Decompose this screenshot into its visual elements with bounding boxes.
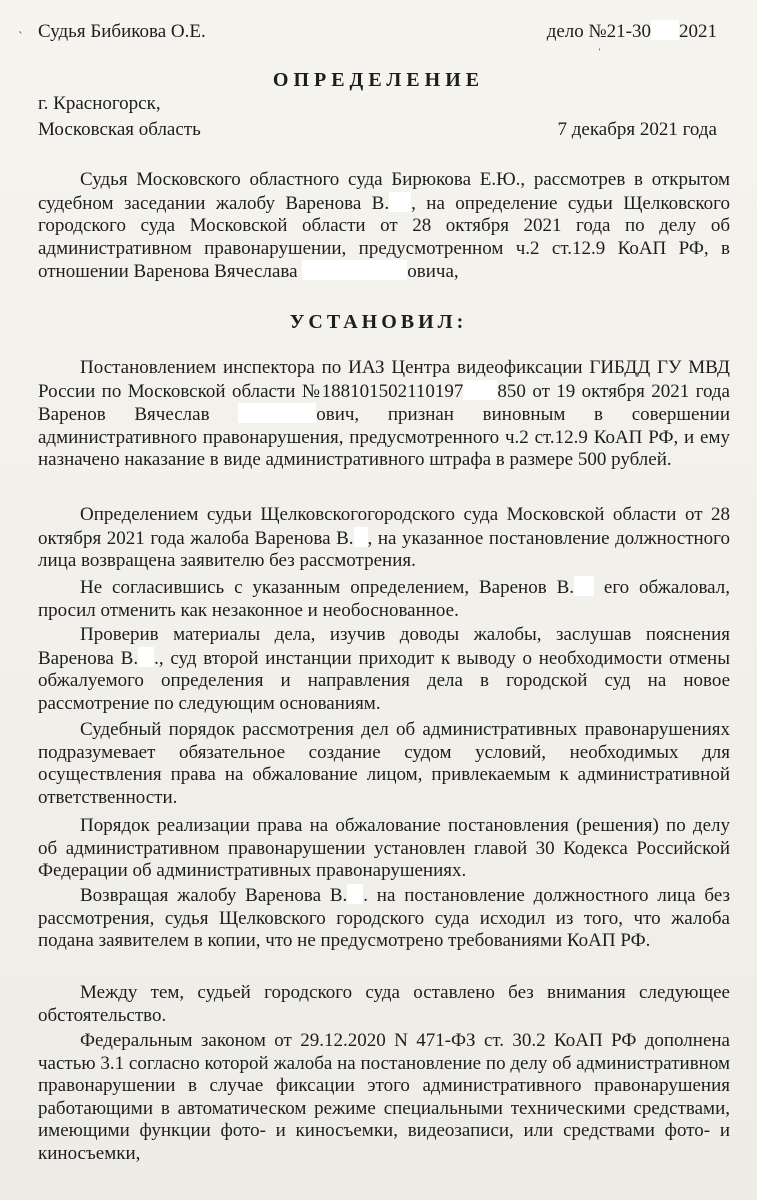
text: . на постановление должностного лица без рассмотрения, судья Щелковского городского суда исходил из того, что жалоба подана заявителем в копии, что не предусмотрено требованиями КоАП РФ. — [38, 885, 730, 952]
redaction-box — [238, 403, 316, 423]
body-paragraph-3 — [38, 576, 730, 622]
redaction-box — [389, 192, 411, 212]
redaction-box — [138, 647, 154, 667]
redaction-box — [347, 884, 363, 904]
region: Московская область — [38, 119, 201, 140]
speck-mark: ˈ — [597, 47, 602, 62]
speck-mark: ˋ — [18, 30, 23, 45]
text: его обжаловал, просил отменить как незаконное и необоснованное. — [38, 577, 730, 621]
body-paragraph-9: Федеральным законом от 29.12.2020 N 471-ФЗ ст. 30.2 КоАП РФ дополнена частью 3.1 согласно которой жалоба на постановление по делу об административном правонарушении в случае фиксации этого административного правонарушения работающими в автоматическом режиме специальными техническими средствами, имеющими функции фото- и киносъемки, видеозаписи, или средствами фото- и киносъемки, — [38, 1030, 730, 1164]
document-date: 7 декабря 2021 года — [557, 119, 717, 140]
judge-name: Судья Бибикова О.Е. — [38, 21, 206, 42]
body-paragraph-4 — [38, 624, 730, 715]
text: Постановлением инспектора по ИАЗ Центра видеофиксации ГИБДД ГУ МВД России по Московской области №188101502110197 — [38, 357, 730, 402]
text: ович, признан виновным в совершении административного правонарушения, предусмотренного ч.2 ст.12.9 КоАП РФ, и ему назначено наказание в виде административного штрафа в размере 500 рублей. — [38, 404, 730, 471]
intro-text-1: Судья Московского областного суда Бирюкова Е.Ю., рассмотрев в открытом судебном заседании жалобу Варенова В. — [38, 169, 730, 214]
case-number — [547, 20, 717, 44]
text: Возвращая жалобу Варенова В. — [80, 885, 348, 906]
text: Определением судьи Щелковскогогородского суда Московской области от 28 октября 2021 года жалоба Варенова В. — [38, 504, 730, 549]
redaction-box — [651, 20, 679, 40]
text: Проверив материалы дела, изучив доводы жалобы, заслушав пояснения Варенова В. — [38, 624, 730, 669]
city: г. Красногорск, — [38, 93, 161, 114]
redaction-box — [574, 576, 594, 596]
redaction-box — [354, 527, 368, 547]
text: 850 от 19 октября 2021 года Варенов Вячеслав — [38, 380, 730, 426]
body-paragraph-5: Судебный порядок рассмотрения дел об административных правонарушениях подразумевает обязательное создание судом условий, необходимых для осуществления права на обжалование лицом, привлекаемым к административной ответственности. — [38, 719, 730, 808]
body-paragraph-1 — [38, 357, 730, 472]
body-paragraph-2 — [38, 504, 730, 573]
case-number-suffix: 2021 — [679, 21, 717, 42]
case-number-prefix: дело №21-30 — [546, 21, 651, 42]
intro-text-3: овича, — [407, 261, 459, 283]
text: , на указанное постановление должностного лица возвращена заявителю без рассмотрения. — [38, 527, 730, 572]
intro-text-2: , на определение судьи Щелковского городского суда Московской области от 28 октября 2021 года по делу об административном правонарушении, предусмотренном ч.2 ст.12.9 КоАП РФ, в отношении Варенова Вячеслава — [38, 192, 730, 283]
text: Не согласившись с указанным определением, Варенов В. — [80, 577, 575, 598]
body-paragraph-7 — [38, 884, 730, 953]
redaction-box — [463, 380, 497, 400]
section-title: УСТАНОВИЛ: — [289, 311, 468, 333]
body-paragraph-8: Между тем, судьей городского суда оставлено без внимания следующее обстоятельство. — [38, 982, 730, 1026]
document-title: ОПРЕДЕЛЕНИЕ — [272, 69, 485, 91]
text: ., суд второй инстанции приходит к выводу о необходимости отмены обжалуемого определения и направления дела в городской суд на новое рассмотрение по следующим основаниям. — [38, 647, 730, 714]
intro-paragraph — [38, 169, 730, 284]
redaction-box — [302, 260, 407, 280]
body-paragraph-6: Порядок реализации права на обжалование постановления (решения) по делу об административном правонарушении установлен главой 30 Кодекса Российской Федерации об административных правонарушениях. — [38, 815, 730, 882]
